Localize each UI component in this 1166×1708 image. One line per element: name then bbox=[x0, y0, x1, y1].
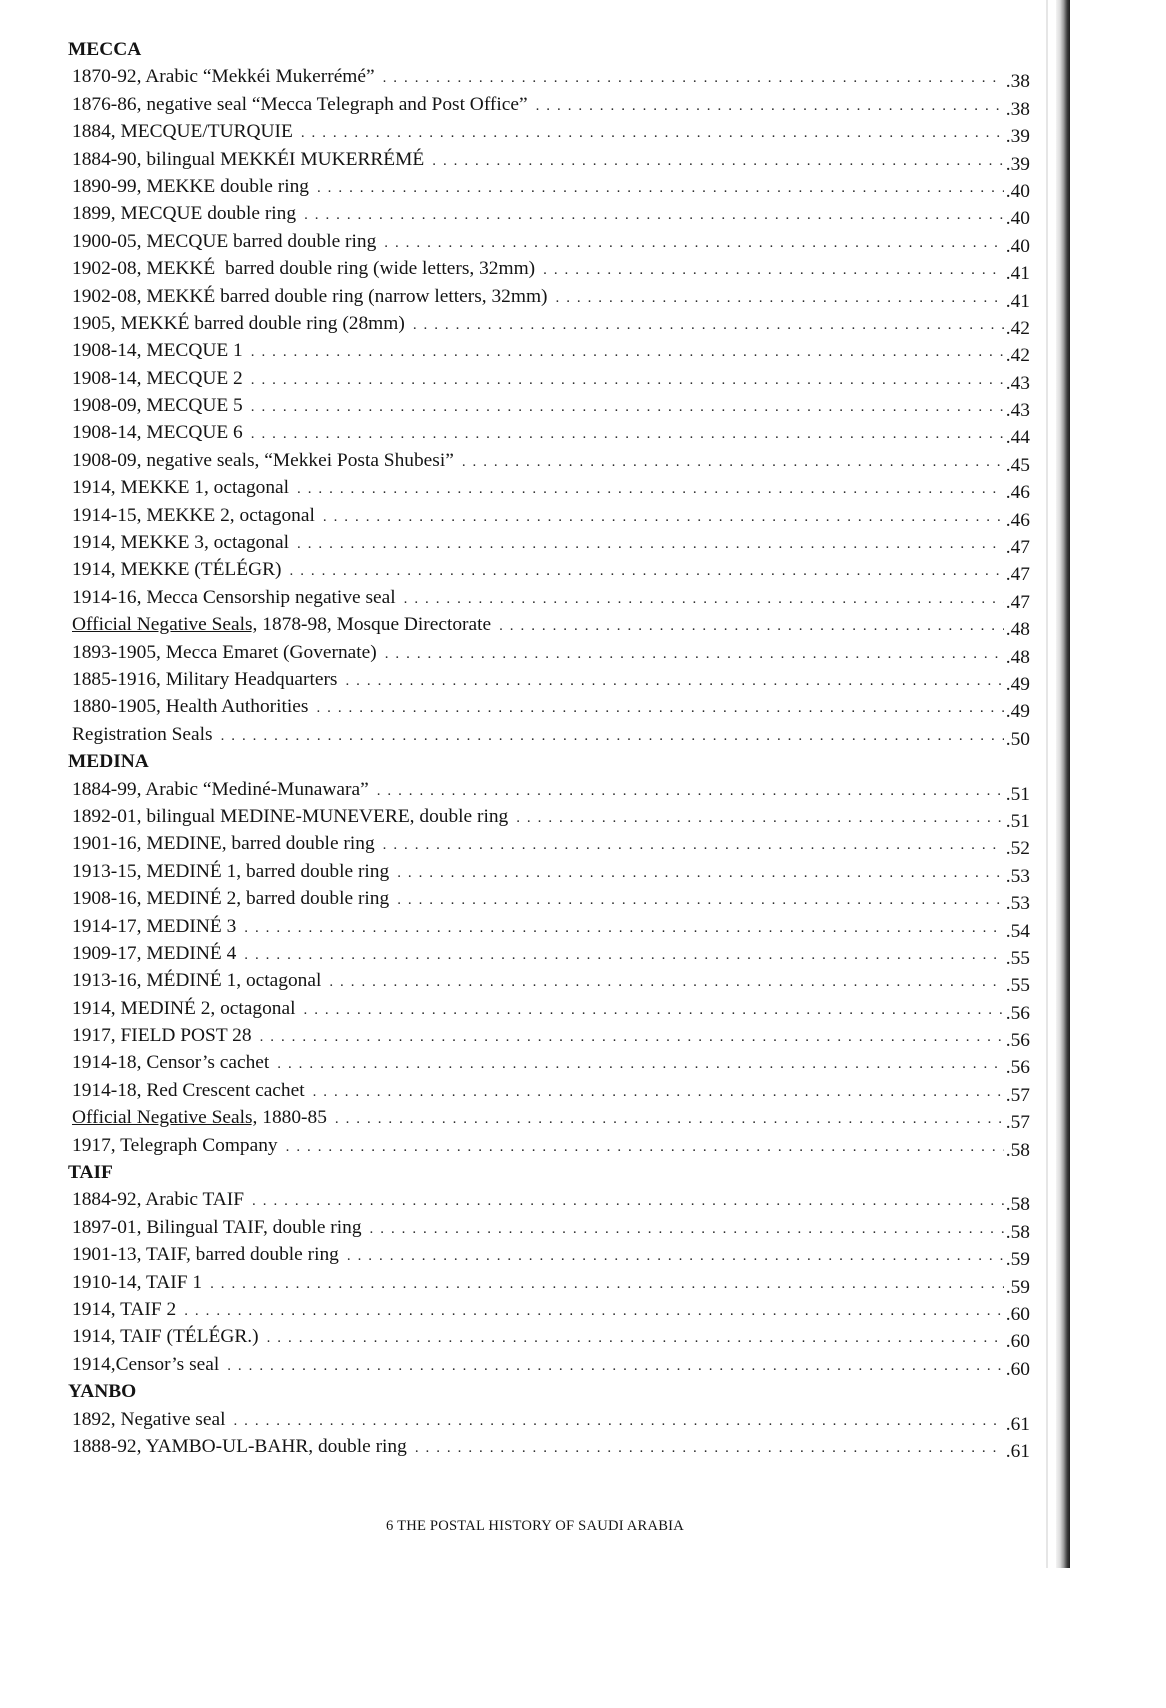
dot-leader bbox=[323, 504, 1004, 531]
section-heading-yanbo: YANBO bbox=[68, 1381, 137, 1403]
toc-entry-title bbox=[72, 830, 375, 857]
toc-entry-title bbox=[72, 639, 377, 666]
toc-page-number: .56 bbox=[1005, 1057, 1030, 1079]
dot-leader bbox=[252, 1188, 1004, 1215]
toc-entry[interactable] bbox=[68, 639, 1030, 666]
toc-entry[interactable] bbox=[68, 1049, 1030, 1079]
toc-page-number: .48 bbox=[1005, 646, 1030, 668]
toc-entry[interactable] bbox=[68, 200, 1030, 230]
toc-entry-text: 1914-16, Mecca Censorship negative seal bbox=[72, 586, 396, 608]
toc-entry-text: 1884-92, Arabic TAIF bbox=[72, 1189, 245, 1211]
toc-page-number: .56 bbox=[1005, 1030, 1030, 1052]
toc-entry-text: 1914, TAIF (TÉLÉGR.) bbox=[72, 1326, 259, 1348]
dot-leader bbox=[384, 230, 1003, 257]
toc-entry-title bbox=[72, 337, 243, 364]
toc-page-number: .42 bbox=[1005, 345, 1030, 367]
toc-entry-title bbox=[72, 1406, 225, 1433]
page-footer: 6 THE POSTAL HISTORY OF SAUDI ARABIA bbox=[386, 1518, 684, 1534]
toc-page-number: .38 bbox=[1005, 98, 1030, 120]
toc-entry-text: 1914, MEDINÉ 2, octagonal bbox=[72, 997, 296, 1019]
dot-leader bbox=[397, 860, 1004, 887]
toc-page-number: .57 bbox=[1005, 1084, 1030, 1106]
dot-leader bbox=[317, 175, 1004, 202]
toc-page-number: .60 bbox=[1005, 1358, 1030, 1380]
dot-leader bbox=[210, 1271, 1004, 1298]
toc-entry-text: 1914, TAIF 2 bbox=[72, 1298, 177, 1320]
toc-entry[interactable] bbox=[68, 146, 1030, 173]
toc-entry[interactable] bbox=[68, 228, 1030, 255]
toc-entry-title bbox=[72, 967, 321, 994]
dot-leader bbox=[227, 1353, 1004, 1380]
toc-entry-text: 1914-18, Red Crescent cachet bbox=[72, 1079, 305, 1101]
toc-entry-title bbox=[72, 693, 308, 720]
toc-entry-title bbox=[72, 283, 548, 310]
toc-entry-title bbox=[72, 1296, 176, 1323]
toc-entry-text: 1884-99, Arabic “Mediné-Munawara” bbox=[72, 778, 369, 800]
toc-entry-text: 1908-14, MECQUE 6 bbox=[72, 422, 243, 444]
toc-entry[interactable] bbox=[68, 392, 1030, 422]
toc-page-number: .44 bbox=[1005, 427, 1030, 449]
toc-page-number: .60 bbox=[1005, 1303, 1030, 1325]
toc-page-number: .55 bbox=[1005, 975, 1030, 997]
dot-leader bbox=[335, 1106, 1004, 1133]
toc-page-number: .55 bbox=[1005, 947, 1030, 969]
toc-entry-text: 1908-14, MECQUE 2 bbox=[72, 367, 243, 389]
toc-entry-text: 1908-16, MEDINÉ 2, barred double ring bbox=[72, 888, 390, 910]
toc-page-number: .43 bbox=[1005, 372, 1030, 394]
dot-leader bbox=[297, 476, 1004, 503]
toc-entry-text: 1876-86, negative seal “Mecca Telegraph and Post Office” bbox=[72, 93, 528, 115]
dot-leader bbox=[556, 285, 1004, 312]
toc-entry[interactable] bbox=[68, 91, 1030, 118]
toc-entry-text: 1901-13, TAIF, barred double ring bbox=[72, 1244, 339, 1266]
toc-page-number: .61 bbox=[1005, 1440, 1030, 1462]
toc-entry-title bbox=[72, 1022, 252, 1049]
section-heading-medina: MEDINA bbox=[68, 751, 149, 773]
dot-leader bbox=[233, 1408, 1003, 1435]
toc-page-number: .47 bbox=[1005, 537, 1030, 559]
toc-page-number: .51 bbox=[1005, 783, 1030, 805]
dot-leader bbox=[415, 1435, 1004, 1462]
toc-entry[interactable] bbox=[68, 967, 1030, 997]
toc-page-number: .51 bbox=[1005, 810, 1030, 832]
toc-entry[interactable] bbox=[68, 419, 1030, 449]
toc-entry-title bbox=[72, 611, 491, 638]
toc-entry-text: 1880-85 bbox=[257, 1107, 327, 1129]
toc-entry-text: 1892, Negative seal bbox=[72, 1408, 226, 1430]
toc-entry-title bbox=[72, 1132, 278, 1159]
toc-entry-title bbox=[72, 1351, 219, 1378]
toc-entry[interactable] bbox=[68, 283, 1030, 310]
toc-entry-text: 1914, MEKKE 1, octagonal bbox=[72, 477, 290, 499]
toc-entry-text: 1892-01, bilingual MEDINE-MUNEVERE, double ring bbox=[72, 805, 509, 827]
dot-leader bbox=[251, 339, 1004, 366]
toc-entry[interactable] bbox=[68, 776, 1030, 803]
dot-leader bbox=[345, 668, 1003, 695]
toc-page-number: .43 bbox=[1005, 400, 1030, 422]
toc-entry[interactable] bbox=[68, 1077, 1030, 1104]
dot-leader bbox=[297, 531, 1004, 558]
toc-page-number: .56 bbox=[1005, 1002, 1030, 1024]
toc-entry-title bbox=[72, 1186, 244, 1213]
dot-leader bbox=[462, 449, 1004, 476]
toc-page-number: .57 bbox=[1005, 1112, 1030, 1134]
toc-entry[interactable] bbox=[68, 1241, 1030, 1271]
toc-entry-text: 1893-1905, Mecca Emaret (Governate) bbox=[72, 641, 377, 663]
toc-entry[interactable] bbox=[68, 447, 1030, 474]
dot-leader bbox=[536, 93, 1004, 120]
toc-page-number: .58 bbox=[1005, 1194, 1030, 1216]
toc-entry-text: 1870-92, Arabic “Mekkéi Mukerrémé” bbox=[72, 66, 375, 88]
toc-entry-text: 1897-01, Bilingual TAIF, double ring bbox=[72, 1216, 362, 1238]
dot-leader bbox=[301, 120, 1004, 147]
toc-page-number: .42 bbox=[1005, 317, 1030, 339]
toc-entry-title bbox=[72, 228, 376, 255]
toc-entry-title bbox=[72, 666, 337, 693]
toc-entry[interactable] bbox=[68, 858, 1030, 885]
toc-entry-text: 1901-16, MEDINE, barred double ring bbox=[72, 833, 375, 855]
toc-entry[interactable] bbox=[68, 556, 1030, 586]
table-of-contents bbox=[68, 36, 1030, 1460]
dot-leader bbox=[413, 312, 1004, 339]
toc-entry[interactable] bbox=[68, 1296, 1030, 1323]
toc-page-number: .47 bbox=[1005, 591, 1030, 613]
toc-entry-text: 1917, Telegraph Company bbox=[72, 1134, 278, 1156]
toc-entry-title bbox=[72, 556, 282, 583]
dot-leader bbox=[286, 1134, 1004, 1161]
dot-leader bbox=[347, 1243, 1004, 1270]
toc-page-number: .40 bbox=[1005, 235, 1030, 257]
toc-entry[interactable] bbox=[68, 611, 1030, 641]
toc-page-number: .40 bbox=[1005, 208, 1030, 230]
toc-page-number: .46 bbox=[1005, 509, 1030, 531]
toc-entry[interactable] bbox=[68, 1433, 1030, 1460]
toc-entry[interactable] bbox=[68, 1104, 1030, 1134]
toc-entry-title bbox=[72, 91, 528, 118]
dot-leader bbox=[184, 1298, 1004, 1325]
toc-entry[interactable] bbox=[68, 63, 1030, 93]
dot-leader bbox=[377, 778, 1004, 805]
toc-entry[interactable] bbox=[68, 255, 1030, 285]
toc-entry-text: 1914-18, Censor’s cachet bbox=[72, 1052, 270, 1074]
dot-leader bbox=[251, 367, 1004, 394]
toc-entry[interactable] bbox=[68, 995, 1030, 1022]
toc-page-number: .45 bbox=[1005, 454, 1030, 476]
toc-entry-title bbox=[72, 1214, 362, 1241]
toc-page-number: .40 bbox=[1005, 180, 1030, 202]
toc-entry[interactable] bbox=[68, 803, 1030, 830]
toc-page-number: .59 bbox=[1005, 1249, 1030, 1271]
toc-entry-title bbox=[72, 776, 369, 803]
toc-page-number: .53 bbox=[1005, 893, 1030, 915]
toc-entry-title bbox=[72, 255, 535, 282]
dot-leader bbox=[290, 558, 1004, 585]
toc-page-number: .58 bbox=[1005, 1139, 1030, 1161]
toc-page-number: .39 bbox=[1005, 153, 1030, 175]
toc-page-number: .59 bbox=[1005, 1276, 1030, 1298]
toc-entry[interactable] bbox=[68, 584, 1030, 611]
toc-entry-text: Registration Seals bbox=[72, 723, 213, 745]
dot-leader bbox=[499, 613, 1004, 640]
toc-entry[interactable] bbox=[68, 1269, 1030, 1296]
toc-entry-title bbox=[72, 118, 293, 145]
toc-entry[interactable] bbox=[68, 173, 1030, 200]
toc-page-number: .49 bbox=[1005, 673, 1030, 695]
toc-entry-title bbox=[72, 1049, 269, 1076]
toc-entry-text: 1914-17, MEDINÉ 3 bbox=[72, 915, 237, 937]
dot-leader bbox=[260, 1024, 1004, 1051]
toc-entry-title bbox=[72, 1077, 305, 1104]
toc-entry-text: 1905, MEKKÉ barred double ring (28mm) bbox=[72, 312, 405, 334]
toc-entry[interactable] bbox=[68, 830, 1030, 860]
dot-leader bbox=[277, 1051, 1003, 1078]
dot-leader bbox=[221, 723, 1004, 750]
toc-entry-text: 1890-99, MEKKE double ring bbox=[72, 175, 309, 197]
dot-leader bbox=[251, 394, 1004, 421]
toc-entry[interactable] bbox=[68, 666, 1030, 693]
toc-entry-title bbox=[72, 1269, 202, 1296]
toc-entry-title bbox=[72, 584, 396, 611]
toc-entry[interactable] bbox=[68, 365, 1030, 392]
toc-page-number: .61 bbox=[1005, 1413, 1030, 1435]
toc-entry[interactable] bbox=[68, 721, 1030, 748]
toc-entry-text: 1884, MECQUE/TURQUIE bbox=[72, 121, 293, 143]
toc-entry-title bbox=[72, 392, 243, 419]
dot-leader bbox=[316, 695, 1003, 722]
toc-page-number: .41 bbox=[1005, 263, 1030, 285]
dot-leader bbox=[251, 421, 1004, 448]
dot-leader bbox=[329, 969, 1003, 996]
toc-entry-text: 1888-92, YAMBO-UL-BAHR, double ring bbox=[72, 1435, 407, 1457]
toc-entry[interactable] bbox=[68, 118, 1030, 148]
toc-entry[interactable] bbox=[68, 1406, 1030, 1433]
toc-entry-text: 1914,Censor’s seal bbox=[72, 1353, 220, 1375]
toc-entry-text: 1899, MECQUE double ring bbox=[72, 203, 297, 225]
toc-page-number: .47 bbox=[1005, 564, 1030, 586]
toc-page-number: .39 bbox=[1005, 126, 1030, 148]
toc-entry[interactable] bbox=[68, 913, 1030, 940]
section-heading-taif: TAIF bbox=[68, 1162, 113, 1184]
toc-page-number: .46 bbox=[1005, 482, 1030, 504]
toc-entry[interactable] bbox=[68, 1323, 1030, 1353]
dot-leader bbox=[516, 805, 1004, 832]
toc-page-number: .41 bbox=[1005, 290, 1030, 312]
toc-entry-underlined-label: Official Negative Seals, bbox=[72, 1107, 258, 1129]
toc-page-number: .49 bbox=[1005, 701, 1030, 723]
dot-leader bbox=[244, 942, 1003, 969]
toc-entry-text: 1880-1905, Health Authorities bbox=[72, 696, 309, 718]
toc-entry[interactable] bbox=[68, 1022, 1030, 1052]
toc-entry-title bbox=[72, 310, 405, 337]
toc-entry-title bbox=[72, 419, 243, 446]
toc-entry[interactable] bbox=[68, 1186, 1030, 1216]
toc-entry-text: 1914-15, MEKKE 2, octagonal bbox=[72, 504, 315, 526]
toc-entry-text: 1908-09, negative seals, “Mekkei Posta Shubesi” bbox=[72, 449, 454, 471]
dot-leader bbox=[304, 997, 1004, 1024]
toc-entry[interactable] bbox=[68, 1214, 1030, 1241]
toc-entry-title bbox=[72, 885, 389, 912]
dot-leader bbox=[304, 202, 1004, 229]
toc-page-number: .48 bbox=[1005, 619, 1030, 641]
toc-entry-title bbox=[72, 940, 236, 967]
toc-entry-text: 1914, MEKKE (TÉLÉGR) bbox=[72, 559, 282, 581]
toc-page-number: .58 bbox=[1005, 1221, 1030, 1243]
toc-page-number: .54 bbox=[1005, 920, 1030, 942]
toc-entry-title bbox=[72, 1104, 327, 1131]
dot-leader bbox=[404, 586, 1004, 613]
toc-entry[interactable] bbox=[68, 940, 1030, 967]
toc-entry-title bbox=[72, 447, 454, 474]
toc-entry-text: 1913-15, MEDINÉ 1, barred double ring bbox=[72, 860, 390, 882]
toc-entry-title bbox=[72, 173, 309, 200]
dot-leader bbox=[543, 257, 1004, 284]
toc-entry[interactable] bbox=[68, 1351, 1030, 1378]
toc-entry-title bbox=[72, 200, 296, 227]
toc-entry-title bbox=[72, 721, 213, 748]
toc-entry[interactable] bbox=[68, 337, 1030, 367]
toc-entry[interactable] bbox=[68, 310, 1030, 337]
dot-leader bbox=[383, 65, 1004, 92]
dot-leader bbox=[383, 832, 1004, 859]
page-gutter-line bbox=[1046, 0, 1048, 1568]
toc-page-number: .50 bbox=[1005, 728, 1030, 750]
dot-leader bbox=[267, 1325, 1004, 1352]
toc-entry-text: 1910-14, TAIF 1 bbox=[72, 1271, 203, 1293]
toc-entry-text: 1917, FIELD POST 28 bbox=[72, 1025, 252, 1047]
toc-entry-underlined-label: Official Negative Seals, bbox=[72, 614, 258, 636]
toc-page-number: .53 bbox=[1005, 865, 1030, 887]
dot-leader bbox=[385, 641, 1004, 668]
dot-leader bbox=[370, 1216, 1004, 1243]
toc-entry-text: 1914, MEKKE 3, octagonal bbox=[72, 532, 290, 554]
toc-entry-text: 1908-09, MECQUE 5 bbox=[72, 395, 243, 417]
toc-entry-text: 1884-90, bilingual MEKKÉI MUKERRÉMÉ bbox=[72, 148, 425, 170]
toc-page-number: .60 bbox=[1005, 1331, 1030, 1353]
toc-entry-title bbox=[72, 529, 289, 556]
toc-entry-text: 1902-08, MEKKÉ barred double ring (narrow letters, 32mm) bbox=[72, 285, 548, 307]
page-edge-shadow bbox=[1056, 0, 1070, 1568]
toc-entry-text: 1913-16, MÉDINÉ 1, octagonal bbox=[72, 970, 322, 992]
toc-entry-title bbox=[72, 1433, 407, 1460]
toc-entry-title bbox=[72, 1241, 339, 1268]
toc-entry-title bbox=[72, 858, 389, 885]
toc-entry[interactable] bbox=[68, 693, 1030, 723]
toc-entry-text: 1885-1916, Military Headquarters bbox=[72, 668, 338, 690]
toc-entry-title bbox=[72, 913, 236, 940]
toc-entry-title bbox=[72, 474, 289, 501]
dot-leader bbox=[313, 1079, 1004, 1106]
toc-entry-title bbox=[72, 803, 508, 830]
toc-entry-title bbox=[72, 146, 424, 173]
toc-page-number: .52 bbox=[1005, 838, 1030, 860]
toc-entry[interactable] bbox=[68, 885, 1030, 915]
toc-page-number: .38 bbox=[1005, 71, 1030, 93]
toc-entry[interactable] bbox=[68, 1132, 1030, 1159]
dot-leader bbox=[432, 148, 1004, 175]
toc-entry-title bbox=[72, 63, 375, 90]
section-heading-mecca: MECCA bbox=[68, 39, 142, 60]
toc-entry-text: 1908-14, MECQUE 1 bbox=[72, 340, 243, 362]
toc-entry[interactable] bbox=[68, 502, 1030, 529]
toc-entry-text: 1878-98, Mosque Directorate bbox=[257, 614, 492, 636]
toc-entry-text: 1902-08, MEKKÉ barred double ring (wide letters, 32mm) bbox=[72, 258, 536, 280]
toc-entry-title bbox=[72, 995, 296, 1022]
toc-entry[interactable] bbox=[68, 529, 1030, 559]
toc-entry-title bbox=[72, 1323, 259, 1350]
toc-entry-text: 1900-05, MECQUE barred double ring bbox=[72, 230, 377, 252]
dot-leader bbox=[244, 915, 1003, 942]
dot-leader bbox=[397, 887, 1004, 914]
toc-entry-title bbox=[72, 502, 315, 529]
toc-entry-title bbox=[72, 365, 243, 392]
toc-entry-text: 1909-17, MEDINÉ 4 bbox=[72, 942, 237, 964]
toc-entry[interactable] bbox=[68, 474, 1030, 504]
